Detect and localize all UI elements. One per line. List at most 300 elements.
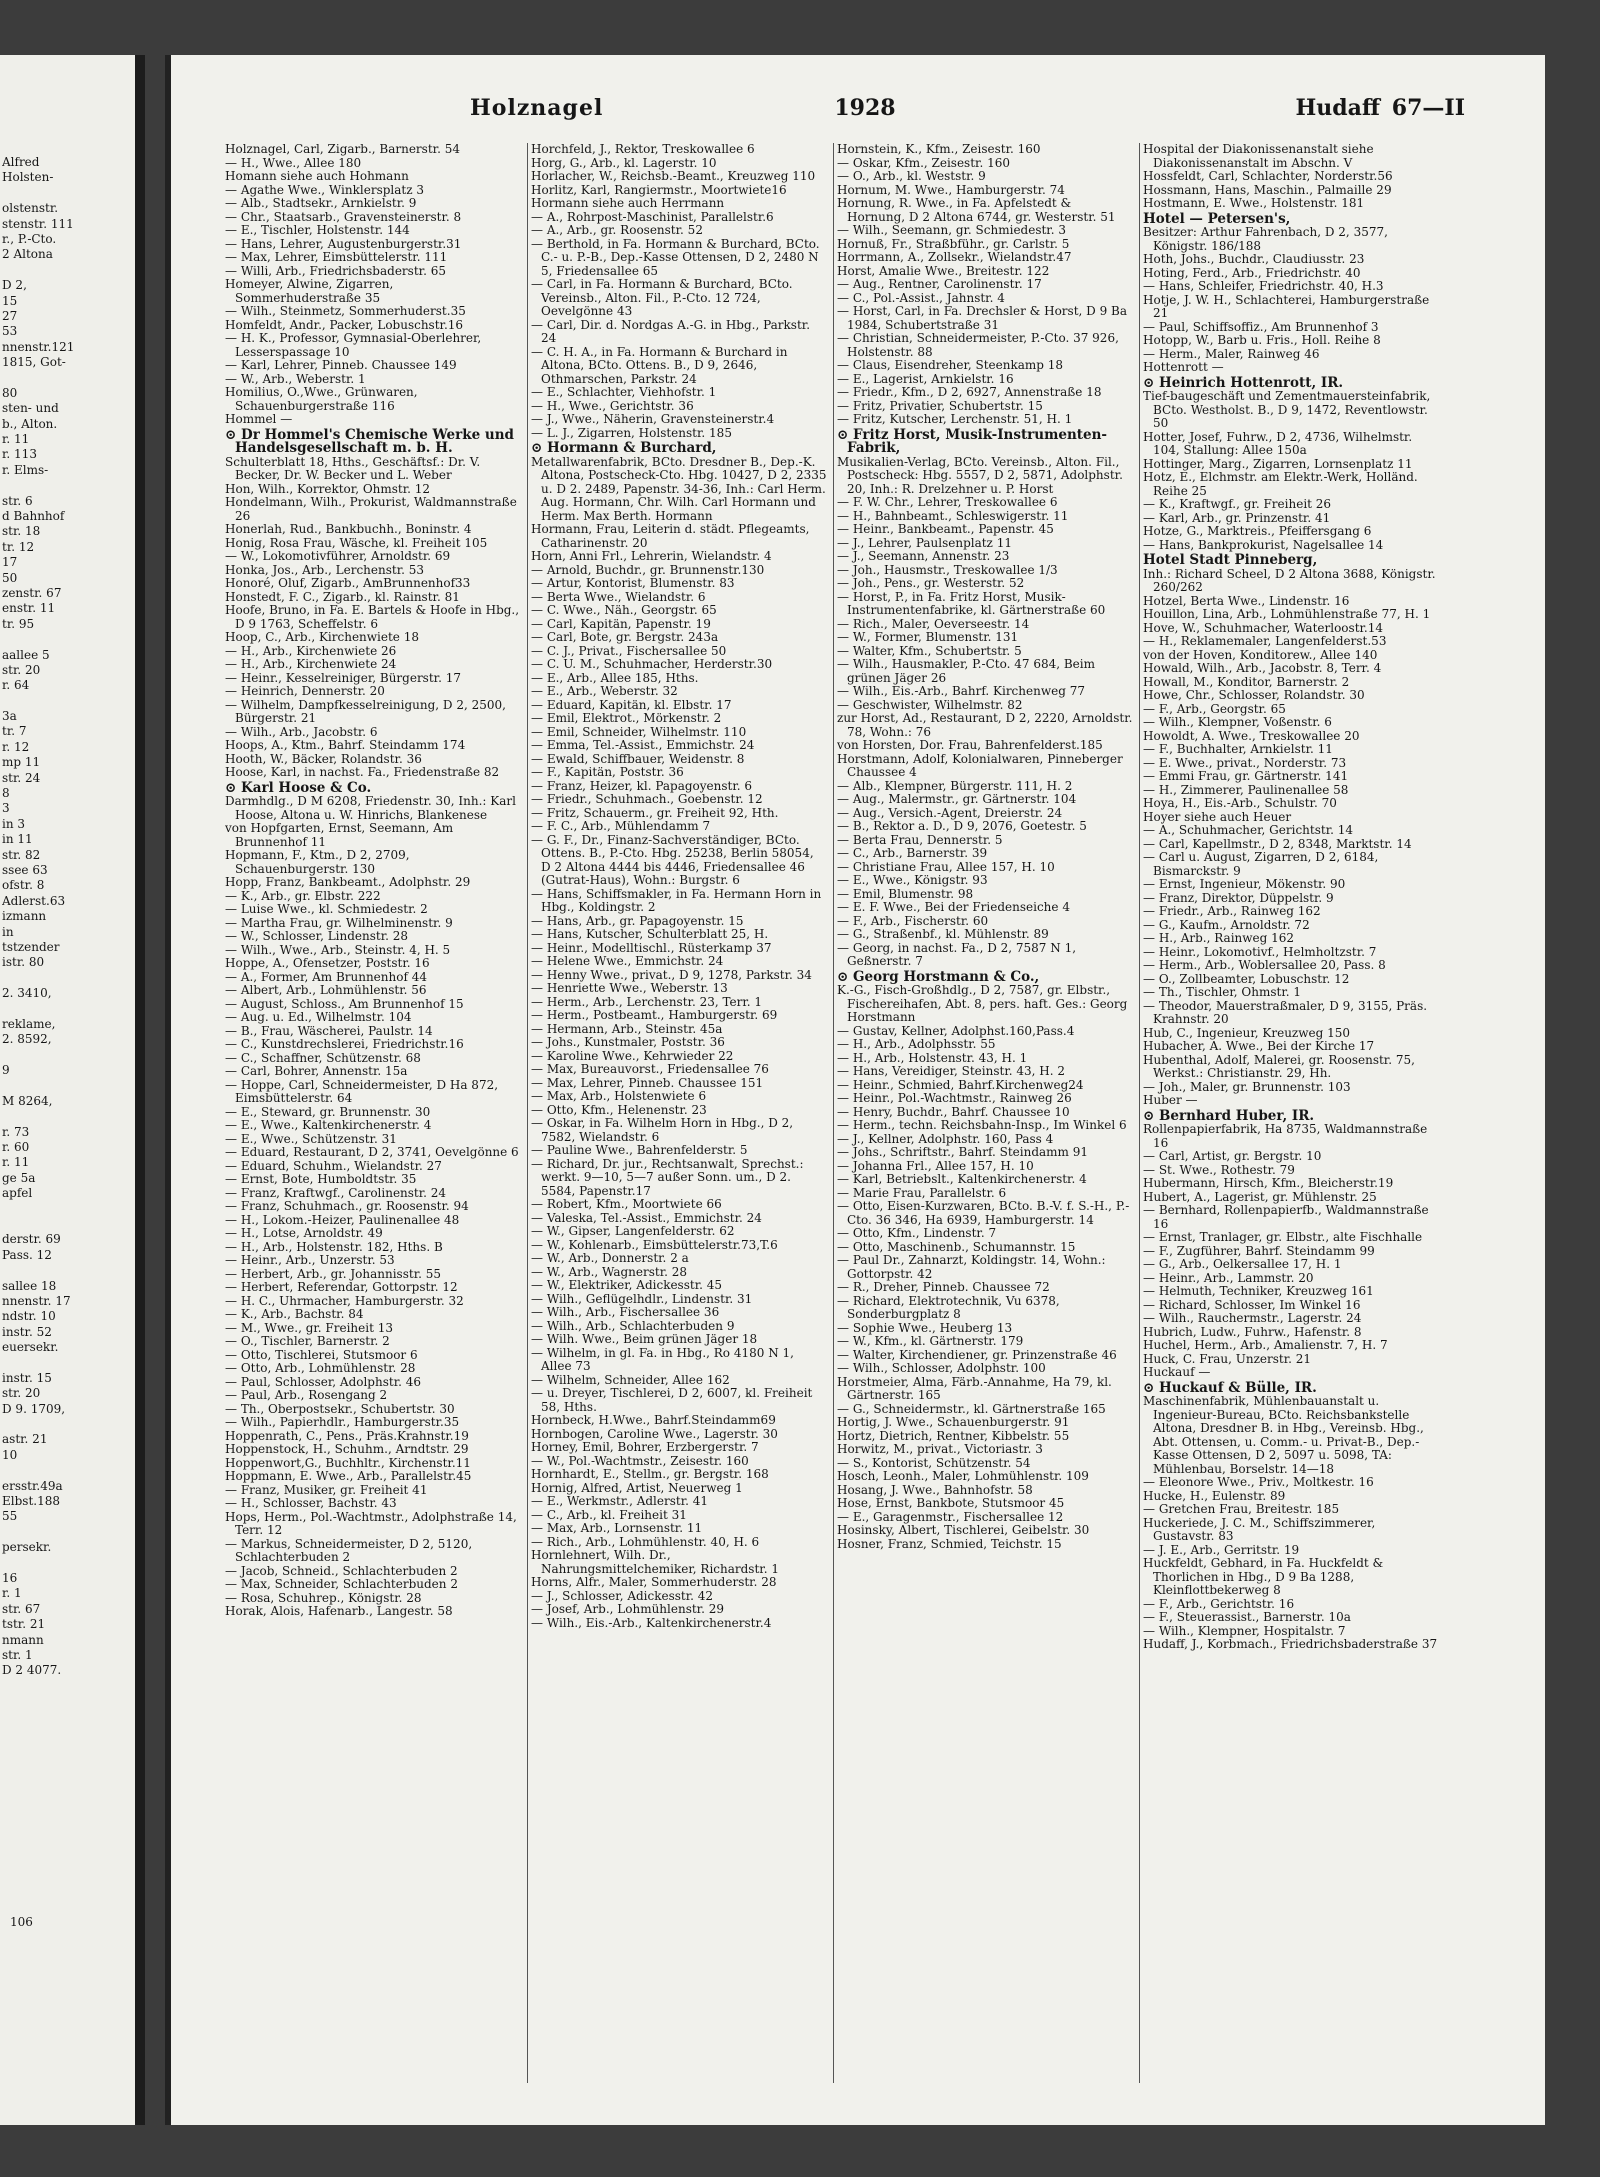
directory-entry: Hoth, Johs., Buchdr., Claudiusstr. 23: [1143, 252, 1365, 266]
facing-page-line: nnenstr. 17: [2, 1293, 71, 1308]
directory-entry: — C. Wwe., Näh., Georgstr. 65: [531, 603, 717, 617]
directory-entry: — Heinrich, Dennerstr. 20: [225, 684, 385, 698]
facing-page-line: nmann: [2, 1632, 44, 1647]
facing-page-line: Elbst.188: [2, 1493, 60, 1508]
firm-entry: ⊙ Bernhard Huber, IR.: [1143, 1107, 1315, 1124]
header-page-number: 67—II: [1391, 95, 1465, 121]
facing-page-line: nnenstr.121: [2, 339, 75, 354]
directory-entry: von Horsten, Dor. Frau, Bahrenfelderst.185: [837, 738, 1103, 752]
directory-entry: — J. E., Arb., Gerritstr. 19: [1143, 1542, 1300, 1557]
directory-entry: — Chr., Staatsarb., Gravensteinerstr. 8: [225, 209, 462, 224]
directory-entry: — Eduard, Kapitän, kl. Elbstr. 17: [531, 697, 732, 712]
directory-entry: — Th., Oberpostsekr., Schubertstr. 30: [225, 1401, 455, 1416]
directory-entry: — H., Arb., Adolphsstr. 55: [837, 1037, 996, 1051]
directory-entry: — Henny Wwe., privat., D 9, 1278, Parkstr. 34: [531, 967, 812, 982]
directory-entry: — Friedr., Kfm., D 2, 6927, Annenstraße 18: [837, 385, 1102, 399]
directory-entry: — F., Arb., Gerichtstr. 16: [1143, 1596, 1295, 1611]
directory-entry: — St. Wwe., Rothestr. 79: [1143, 1162, 1295, 1177]
facing-page-line: tr. 95: [2, 616, 35, 631]
directory-entry: — Wilh., Geflügelhdlr., Lindenstr. 31: [531, 1291, 753, 1306]
directory-entry: Hornung, R. Wwe., in Fa. Apfelstedt & Hornung, D 2 Altona 6744, gr. Westerstr. 51: [837, 196, 1116, 224]
directory-entry: — Joh., Pens., gr. Westerstr. 52: [837, 576, 1025, 590]
directory-entry: — E., Garagenmstr., Fischersallee 12: [837, 1509, 1064, 1524]
directory-entry: Hottenrott —: [1143, 360, 1224, 374]
facing-page-line: 2. 3410,: [2, 986, 52, 1001]
directory-entry: — Eduard, Restaurant, D 2, 3741, Oevelgönne 6: [225, 1145, 519, 1159]
directory-entry: Musikalien-Verlag, BCto. Vereinsb., Alton. Fil., Postscheck: Hbg. 5557, D 2, 5871, Adolphstr. 20, Inh.: R. Drelzehner u. P. Horst: [837, 454, 1123, 496]
directory-entry: — Karl, Betriebslt., Kaltenkirchenerstr. 4: [837, 1172, 1087, 1186]
directory-entry: — Fritz, Privatier, Schubertstr. 15: [837, 398, 1043, 413]
facing-page-line: izmann: [2, 909, 47, 924]
directory-entry: — Hans, Schleifer, Friedrichstr. 40, H.3: [1143, 279, 1384, 293]
directory-entry: — H. K., Professor, Gymnasial-Oberlehrer, Lesserspassage 10: [225, 331, 482, 359]
directory-entry: Hotze, G., Marktreis., Pfeiffersgang 6: [1143, 524, 1372, 538]
facing-page-line: derstr. 69: [2, 1232, 61, 1247]
facing-page-line: r. 60: [2, 1140, 30, 1154]
directory-entry: — G., Schneidermstr., kl. Gärtnerstraße 165: [837, 1401, 1106, 1416]
directory-entry: — Hans, Vereidiger, Steinstr. 43, H. 2: [837, 1064, 1066, 1078]
facing-page-line: r. 12: [2, 739, 30, 754]
facing-page-line: apfel: [2, 1186, 33, 1201]
directory-entry: — Herm., Arb., Lerchenstr. 23, Terr. 1: [531, 994, 763, 1009]
directory-entry: — Heinr., Kesselreiniger, Bürgerstr. 17: [225, 670, 461, 685]
directory-entry: — O., Arb., kl. Weststr. 9: [837, 169, 986, 183]
directory-entry: Hove, W., Schuhmacher, Waterloostr.14: [1143, 620, 1384, 635]
facing-page-line: 3: [2, 801, 10, 816]
directory-entry: Hops, Herm., Pol.-Wachtmstr., Adolphstraße 14, Terr. 12: [225, 1509, 517, 1537]
directory-entry: — Wilh. Wwe., Beim grünen Jäger 18: [531, 1332, 758, 1346]
directory-entry: — Henriette Wwe., Weberstr. 13: [531, 981, 728, 995]
facing-page-line: [2, 370, 137, 385]
directory-entry: — Emil, Elektrot., Mörkenstr. 2: [531, 711, 722, 725]
directory-entry: Hubermann, Hirsch, Kfm., Bleicherstr.19: [1143, 1176, 1394, 1190]
directory-entry: — Hermann, Arb., Steinstr. 45a: [531, 1021, 723, 1036]
facing-page-line: [2, 1463, 137, 1478]
facing-page-line: str. 18: [2, 524, 41, 539]
facing-page-line: D 9. 1709,: [2, 1401, 66, 1416]
directory-entry: — Fritz, Schauerm., gr. Freiheit 92, Hth.: [531, 805, 779, 820]
facing-page-line: r. 64: [2, 678, 30, 693]
directory-entry: — Helmuth, Techniker, Kreuzweg 161: [1143, 1284, 1374, 1298]
directory-entry: — Otto, Kfm., Lindenstr. 7: [837, 1226, 997, 1240]
directory-entry: Hornbogen, Caroline Wwe., Lagerstr. 30: [531, 1426, 778, 1441]
facing-page-line: ofstr. 8: [2, 878, 45, 893]
facing-page-line: [2, 1556, 137, 1571]
directory-entry: — C., Schaffner, Schützenstr. 68: [225, 1050, 421, 1065]
directory-entry: Hosang, J. Wwe., Bahnhofstr. 58: [837, 1482, 1033, 1497]
facing-page-line: b., Alton.: [2, 416, 58, 431]
facing-page-line: instr. 15: [2, 1370, 52, 1385]
directory-entry: Hoops, A., Ktm., Bahrf. Steindamm 174: [225, 738, 466, 752]
directory-entry: — H., Lokom.-Heizer, Paulinenallee 48: [225, 1212, 460, 1227]
directory-entry: — Geschwister, Wilhelmstr. 82: [837, 697, 1023, 712]
firm-entry: ⊙ Huckauf & Bülle, IR.: [1143, 1379, 1317, 1396]
directory-entry: — W., Former, Blumenstr. 131: [837, 630, 1019, 644]
facing-page-line: 9: [2, 1063, 10, 1078]
directory-entry: — Paul, Arb., Rosengang 2: [225, 1388, 388, 1402]
directory-entry: Hoppenwort,G., Buchhltr., Kirchenstr.11: [225, 1455, 471, 1470]
directory-entry: — Johs., Schriftstr., Bahrf. Steindamm 91: [837, 1145, 1088, 1159]
facing-page-line: [2, 1109, 137, 1124]
facing-page-line: [2, 263, 137, 278]
directory-entry: — S., Kontorist, Schützenstr. 54: [837, 1455, 1031, 1470]
directory-entry: — Agathe Wwe., Winklersplatz 3: [225, 182, 424, 197]
directory-entry: — Richard, Elektrotechnik, Vu 6378, Sonderburgplatz 8: [837, 1293, 1060, 1321]
directory-entry: — Emmi Frau, gr. Gärtnerstr. 141: [1143, 769, 1349, 783]
directory-entry: — Otto, Tischlerei, Stutsmoor 6: [225, 1347, 418, 1362]
directory-entry: — Luise Wwe., kl. Schmiedestr. 2: [225, 902, 428, 916]
facing-page-line: mp 11: [2, 755, 41, 770]
facing-page-line: 50: [2, 570, 18, 585]
directory-entry: Howe, Chr., Schlosser, Rolandstr. 30: [1143, 688, 1365, 702]
directory-entry: Horstmeier, Alma, Färb.-Annahme, Ha 79, kl. Gärtnerstr. 165: [837, 1374, 1112, 1402]
facing-page-line: [2, 971, 137, 986]
directory-entry: — W., Arb., Wagnerstr. 28: [531, 1264, 688, 1279]
directory-entry: Hormann siehe auch Herrmann: [531, 196, 725, 210]
directory-entry: Horst, Amalie Wwe., Breitestr. 122: [837, 263, 1050, 278]
directory-entry: — Horst, Carl, in Fa. Drechsler & Horst, D 9 Ba 1984, Schubertstraße 31: [837, 304, 1128, 332]
directory-entry: — Franz, Direktor, Düppelstr. 9: [1143, 890, 1334, 905]
directory-entry: Hosch, Leonh., Maler, Lohmühlenstr. 109: [837, 1469, 1089, 1483]
facing-page-line: 3a: [2, 709, 17, 724]
facing-page-line: r. 11: [2, 1155, 30, 1170]
directory-entry: — J., Schlosser, Adickesstr. 42: [531, 1588, 714, 1603]
directory-entry: — E., Steward, gr. Brunnenstr. 30: [225, 1104, 431, 1119]
directory-entry: — W., Arb., Weberstr. 1: [225, 371, 366, 386]
directory-entry: — Heinr., Schmied, Bahrf.Kirchenweg24: [837, 1077, 1084, 1092]
directory-entry: — Wilhelm, in gl. Fa. in Hbg., Ro 4180 N 1, Allee 73: [531, 1345, 794, 1373]
directory-entry: — E., Wwe., Kaltenkirchenerstr. 4: [225, 1118, 432, 1132]
directory-entry: — Hoppe, Carl, Schneidermeister, D Ha 872, Eimsbüttelerstr. 64: [225, 1077, 499, 1105]
directory-entry: Hotje, J. W. H., Schlachterei, Hamburgerstraße 21: [1143, 292, 1430, 320]
directory-entry: — Otto, Kfm., Helenenstr. 23: [531, 1102, 707, 1117]
directory-entry: — Paul Dr., Zahnarzt, Koldingstr. 14, Wohn.: Gottorpstr. 42: [837, 1253, 1106, 1281]
directory-entry: — C. J., Privat., Fischersallee 50: [531, 643, 727, 658]
directory-entry: — Herbert, Referendar, Gottorpstr. 12: [225, 1280, 458, 1294]
directory-entry: — Wilh., Hausmakler, P.-Cto. 47 684, Beim grünen Jäger 26: [837, 657, 1095, 685]
directory-entry: — H., Arb., Holstenstr. 182, Hths. B: [225, 1239, 443, 1254]
directory-entry: — Herm., Arb., Woblersallee 20, Pass. 8: [1143, 958, 1386, 972]
facing-page-line: 80: [2, 385, 18, 400]
facing-page-line: 53: [2, 324, 18, 339]
facing-page-line: 55: [2, 1509, 18, 1524]
directory-entry: — Aug., Rentner, Carolinenstr. 17: [837, 277, 1042, 291]
facing-page-line: tstr. 21: [2, 1617, 46, 1632]
directory-entry: — Joh., Hausmstr., Treskowallee 1/3: [837, 562, 1058, 577]
directory-entry: — Max, Lehrer, Eimsbüttelerstr. 111: [225, 250, 448, 264]
directory-entry: — G., Arb., Oelkersallee 17, H. 1: [1143, 1257, 1342, 1271]
directory-entry: — F., Steuerassist., Barnerstr. 10a: [1143, 1610, 1351, 1624]
directory-entry: Holznagel, Carl, Zigarb., Barnerstr. 54: [225, 143, 460, 156]
directory-entry: Hucke, H., Eulenstr. 89: [1143, 1488, 1286, 1503]
column-2: [531, 143, 827, 2093]
directory-entry: — Karl, Arb., gr. Prinzenstr. 41: [1143, 510, 1331, 525]
directory-entry: — Ewald, Schiffbauer, Weidenstr. 8: [531, 751, 745, 766]
directory-entry: — Eduard, Schuhm., Wielandstr. 27: [225, 1158, 442, 1173]
directory-entry: — Wilh., Arb., Fischersallee 36: [531, 1305, 720, 1319]
directory-entry: Hossmann, Hans, Maschin., Palmaille 29: [1143, 182, 1392, 197]
directory-entry: — Arnold, Buchdr., gr. Brunnenstr.130: [531, 562, 765, 577]
directory-entry: — Hans, Arb., gr. Papagoyenstr. 15: [531, 913, 744, 928]
directory-entry: — H., Zimmerer, Paulinenallee 58: [1143, 782, 1349, 797]
directory-entry: — Joh., Maler, gr. Brunnenstr. 103: [1143, 1079, 1351, 1094]
directory-entry: — Markus, Schneidermeister, D 2, 5120, Schlachterbuden 2: [225, 1536, 473, 1564]
facing-page-line: ersstr.49a: [2, 1478, 63, 1493]
directory-entry: — Friedr., Arb., Rainweg 162: [1143, 904, 1321, 918]
directory-entry: Hornum, M. Wwe., Hamburgerstr. 74: [837, 182, 1065, 197]
directory-entry: Horg, G., Arb., kl. Lagerstr. 10: [531, 155, 717, 170]
directory-entry: — Jacob, Schneid., Schlachterbuden 2: [225, 1563, 458, 1578]
directory-entry: — Paul, Schiffsoffiz., Am Brunnenhof 3: [1143, 319, 1379, 334]
directory-entry: Homann siehe auch Hohmann: [225, 169, 409, 183]
directory-entry: Horlitz, Karl, Rangiermstr., Moortwiete16: [531, 182, 787, 197]
directory-entry: — G., Kaufm., Arnoldstr. 72: [1143, 917, 1310, 932]
directory-entry: Besitzer: Arthur Fahrenbach, D 2, 3577, Königstr. 186/188: [1143, 225, 1388, 253]
directory-entry: — G., Straßenbf., kl. Mühlenstr. 89: [837, 927, 1049, 941]
directory-entry: — Emil, Blumenstr. 98: [837, 886, 974, 901]
firm-entry: ⊙ Fritz Horst, Musik-Instrumenten-Fabrik,: [837, 426, 1108, 456]
directory-entry: — Alb., Klempner, Bürgerstr. 111, H. 2: [837, 778, 1073, 793]
directory-entry: Howald, Wilh., Arb., Jacobstr. 8, Terr. 4: [1143, 661, 1382, 675]
directory-entry: — Heinr., Arb., Lammstr. 20: [1143, 1270, 1314, 1285]
facing-page-line: r., P.-Cto.: [2, 231, 57, 246]
directory-entry: Hubert, A., Lagerist, gr. Mühlenstr. 25: [1143, 1189, 1377, 1204]
header-last-entry: Hudaff: [1295, 95, 1380, 121]
directory-entry: Hoppmann, E. Wwe., Arb., Parallelstr.45: [225, 1469, 472, 1483]
facing-page-line: persekr.: [2, 1540, 52, 1555]
facing-page-line: ge 5a: [2, 1170, 36, 1185]
facing-page-line: enstr. 11: [2, 601, 56, 616]
facing-page-line: 1815, Got-: [2, 355, 66, 370]
facing-page-line: sten- und: [2, 401, 59, 416]
directory-entry: K.-G., Fisch-Großhdlg., D 2, 7587, gr. Elbstr., Fischereihafen, Abt. 8, pers. haft. Ges.: Georg Horstmann: [837, 983, 1128, 1024]
directory-entry: — Herm., Maler, Rainweg 46: [1143, 346, 1320, 361]
directory-entry: — H., Lotse, Arnoldstr. 49: [225, 1226, 383, 1240]
directory-entry: — Sophie Wwe., Heuberg 13: [837, 1320, 1013, 1335]
directory-entry: — Oskar, Kfm., Zeisestr. 160: [837, 155, 1010, 170]
directory-entry: — Berta Frau, Dennerstr. 5: [837, 832, 1003, 847]
facing-page-line: 2 Altona: [2, 247, 53, 262]
facing-page-line: [2, 186, 137, 201]
directory-entry: — Wilh., Rauchermstr., Lagerstr. 24: [1143, 1311, 1362, 1325]
directory-entry: — Otto, Maschinenb., Schumannstr. 15: [837, 1239, 1076, 1254]
facing-page-line: Adlerst.63: [2, 893, 66, 908]
directory-entry: Hortz, Dietrich, Rentner, Kibbelstr. 55: [837, 1428, 1070, 1443]
directory-entry: — Max, Lehrer, Pinneb. Chaussee 151: [531, 1075, 764, 1090]
column-3: [837, 143, 1133, 2093]
facing-page-line: r. 11: [2, 432, 30, 447]
directory-entry: — Wilh., Schlosser, Adolphstr. 100: [837, 1361, 1046, 1375]
directory-entry: — Eleonore Wwe., Priv., Moltkestr. 16: [1143, 1475, 1374, 1489]
directory-entry: Hornhardt, E., Stellm., gr. Bergstr. 168: [531, 1467, 769, 1481]
directory-entry: — H., Arb., Holstenstr. 43, H. 1: [837, 1050, 1028, 1065]
directory-entry: — W., Elektriker, Adickesstr. 45: [531, 1278, 723, 1292]
directory-entry: — G. F., Dr., Finanz-Sachverständiger, BCto. Ottens. B., P.-Cto. Hbg. 25238, Berlin 58054, D 2 Altona 4444 bis 4446, Friedensallee 46 (Gutrat-Haus), Wohn.: Burgstr. 6: [531, 832, 814, 887]
directory-entry: — C. U. M., Schuhmacher, Herderstr.30: [531, 657, 773, 671]
directory-entry: — Carl, Bote, gr. Bergstr. 243a: [531, 630, 719, 644]
directory-entry: — Wilh., Seemann, gr. Schmiedestr. 3: [837, 223, 1066, 237]
directory-entry: Howoldt, A. Wwe., Treskowallee 20: [1143, 728, 1360, 743]
directory-entry: — Valeska, Tel.-Assist., Emmichstr. 24: [531, 1210, 762, 1225]
directory-entry: — Heinr., Arb., Unzerstr. 53: [225, 1253, 395, 1267]
directory-entry: Hubenthal, Adolf, Malerei, gr. Roosenstr. 75, Werkst.: Christianstr. 29, Hh.: [1143, 1052, 1415, 1080]
directory-entry: — August, Schloss., Am Brunnenhof 15: [225, 996, 464, 1011]
facing-page-line: str. 20: [2, 662, 41, 677]
facing-page-line: r. 1: [2, 1586, 22, 1601]
directory-entry: — E. Wwe., privat., Norderstr. 73: [1143, 755, 1347, 770]
firm-entry: ⊙ Dr Hommel's Chemische Werke und Handelsgesellschaft m. b. H.: [225, 426, 514, 456]
facing-page-line: astr. 21: [2, 1432, 48, 1447]
header-first-entry: Holznagel: [470, 95, 604, 121]
directory-entry: — Richard, Schlosser, Im Winkel 16: [1143, 1297, 1361, 1312]
directory-entry: — H., Arb., Kirchenwiete 24: [225, 657, 397, 671]
directory-entry: Hub, C., Ingenieur, Kreuzweg 150: [1143, 1025, 1351, 1040]
directory-entry: — Franz, Kraftwgf., Carolinenstr. 24: [225, 1185, 447, 1200]
directory-entry: Hosinsky, Albert, Tischlerei, Geibelstr. 30: [837, 1523, 1090, 1537]
directory-page: [165, 55, 1545, 2125]
directory-entry: — Heinr., Bankbeamt., Papenstr. 45: [837, 522, 1054, 536]
directory-entry: — J., Kellner, Adolphstr. 160, Pass 4: [837, 1131, 1054, 1146]
directory-entry: — Alb., Stadtsekr., Arnkielstr. 9: [225, 196, 417, 210]
facing-page-line: istr. 80: [2, 955, 45, 970]
directory-entry: Hottinger, Marg., Zigarren, Lornsenplatz 11: [1143, 456, 1413, 471]
directory-entry: — E., Schlachter, Viehhofstr. 1: [531, 385, 717, 399]
directory-entry: von Hopfgarten, Ernst, Seemann, Am Brunnenhof 11: [225, 821, 454, 849]
directory-entry: — Aug. u. Ed., Wilhelmstr. 104: [225, 1010, 412, 1024]
directory-entry: Inh.: Richard Scheel, D 2 Altona 3688, Königstr. 260/262: [1143, 566, 1436, 594]
facing-page-line: tr. 7: [2, 724, 27, 739]
facing-page-line: [2, 632, 137, 647]
directory-entry: Hostmann, E. Wwe., Holstenstr. 181: [1143, 196, 1365, 210]
facing-page-line: Pass. 12: [2, 1247, 52, 1262]
directory-entry: — Max, Arb., Lornsenstr. 11: [531, 1521, 703, 1535]
directory-entry: — Fritz, Kutscher, Lerchenstr. 51, H. 1: [837, 412, 1073, 426]
facing-page-line: reklame,: [2, 1016, 56, 1031]
directory-entry: — Georg, in nachst. Fa., D 2, 7587 N 1, Geßnerstr. 7: [837, 940, 1077, 968]
facing-page-line: instr. 52: [2, 1324, 52, 1339]
page-edge: [165, 55, 171, 2125]
facing-page-line: r. Elms-: [2, 462, 49, 477]
facing-page-line: [2, 1078, 137, 1093]
directory-entry: — Th., Tischler, Ohmstr. 1: [1143, 985, 1302, 999]
directory-entry: Hudaff, J., Korbmach., Friedrichsbaderstraße 37: [1143, 1637, 1438, 1651]
directory-entry: — Carl, Kapitän, Papenstr. 19: [531, 616, 711, 631]
directory-entry: — W., Pol.-Wachtmstr., Zeisestr. 160: [531, 1453, 749, 1468]
facing-page-line: str. 67: [2, 1601, 41, 1616]
facing-page-line: D 2 4077.: [2, 1663, 62, 1678]
directory-entry: — J., Wwe., Näherin, Gravensteinerstr.4: [531, 412, 775, 426]
directory-entry: — W., Lokomotivführer, Arnoldstr. 69: [225, 549, 451, 563]
directory-entry: — Berta Wwe., Wielandstr. 6: [531, 589, 706, 604]
directory-entry: — R., Dreher, Pinneb. Chaussee 72: [837, 1280, 1050, 1294]
directory-entry: Hoppe, A., Ofensetzer, Poststr. 16: [225, 956, 430, 970]
directory-entry: — E., Wwe., Königstr. 93: [837, 873, 988, 887]
facing-page-line: 2. 8592,: [2, 1032, 52, 1047]
directory-entry: — Franz, Heizer, kl. Papagoyenstr. 6: [531, 778, 753, 793]
facing-page-line: [2, 694, 137, 709]
directory-entry: — E., Tischler, Holstenstr. 144: [225, 223, 410, 237]
directory-entry: Huck, C. Frau, Unzerstr. 21: [1143, 1351, 1312, 1366]
directory-entry: Hortig, J. Wwe., Schauenburgerstr. 91: [837, 1415, 1070, 1429]
directory-entry: — H., Schlosser, Bachstr. 43: [225, 1496, 397, 1510]
directory-entry: Hornstein, K., Kfm., Zeisestr. 160: [837, 143, 1041, 156]
directory-entry: Hoose, Karl, in nachst. Fa., Friedenstraße 82: [225, 765, 500, 779]
facing-page-line: [2, 1001, 137, 1016]
directory-entry: — C., Kunstdrechslerei, Friedrichstr.16: [225, 1037, 464, 1051]
directory-entry: — H., Wwe., Gerichtstr. 36: [531, 398, 694, 413]
directory-entry: — Wilh., Wwe., Arb., Steinstr. 4, H. 5: [225, 942, 451, 957]
directory-entry: — Ernst, Tranlager, gr. Elbstr., alte Fischhalle: [1143, 1230, 1423, 1244]
facing-page-line: in 11: [2, 832, 33, 847]
directory-entry: Huchel, Herm., Arb., Amalienstr. 7, H. 7: [1143, 1338, 1388, 1352]
directory-entry: Hossfeldt, Carl, Schlachter, Norderstr.56: [1143, 169, 1393, 183]
directory-entry: — Heinr., Pol.-Wachtmstr., Rainweg 26: [837, 1091, 1072, 1105]
directory-entry: — Wilh., Papierhdlr., Hamburgerstr.35: [225, 1415, 460, 1429]
directory-entry: Hondelmann, Wilh., Prokurist, Waldmannstraße 26: [225, 495, 517, 523]
facing-page-line: [2, 1417, 137, 1432]
directory-entry: — Emil, Schneider, Wilhelmstr. 110: [531, 724, 747, 739]
firm-entry: Hotel Stadt Pinneberg,: [1143, 552, 1318, 568]
facing-page-line: str. 82: [2, 847, 41, 862]
directory-entry: — C., Arb., Barnerstr. 39: [837, 846, 988, 860]
directory-entry: — Gretchen Frau, Breitestr. 185: [1143, 1502, 1340, 1516]
facing-page-line: olstenstr.: [2, 201, 59, 216]
directory-entry: — Wilhelm, Dampfkesselreinigung, D 2, 2500, Bürgerstr. 21: [225, 697, 506, 725]
directory-entry: — Heinr., Lokomotivf., Helmholtzstr. 7: [1143, 944, 1377, 959]
directory-entry: — A., Former, Am Brunnenhof 44: [225, 969, 427, 984]
directory-entry: — C., Arb., kl. Freiheit 31: [531, 1507, 687, 1522]
directory-entry: Hubacher, A. Wwe., Bei der Kirche 17: [1143, 1039, 1375, 1053]
directory-entry: Hopmann, F., Ktm., D 2, 2709, Schauenburgerstr. 130: [225, 848, 410, 876]
directory-entry: — H., Arb., Kirchenwiete 26: [225, 643, 397, 658]
directory-entry: Hormann, Frau, Leiterin d. städt. Pflegeamts, Catharinenstr. 20: [531, 522, 810, 550]
directory-entry: Horchfeld, J., Rektor, Treskowallee 6: [531, 143, 755, 156]
directory-entry: Howall, M., Konditor, Barnerstr. 2: [1143, 674, 1350, 689]
directory-entry: — H., Bahnbeamt., Schleswigerstr. 11: [837, 508, 1069, 523]
directory-entry: — F., Zugführer, Bahrf. Steindamm 99: [1143, 1243, 1375, 1258]
directory-entry: Huckeriede, J. C. M., Schiffszimmerer, Gustavstr. 83: [1143, 1515, 1376, 1543]
directory-entry: — H., Reklamemaler, Langenfelderst.53: [1143, 634, 1387, 648]
directory-entry: — Johanna Frl., Allee 157, H. 10: [837, 1158, 1034, 1173]
facing-page-line: 15: [2, 293, 18, 308]
directory-entry: — Wilh., Eis.-Arb., Kaltenkirchenerstr.4: [531, 1615, 772, 1630]
directory-entry: — W., Kohlenarb., Eimsbüttelerstr.73,T.6: [531, 1237, 778, 1252]
directory-entry: Honoré, Oluf, Zigarb., AmBrunnenhof33: [225, 576, 471, 590]
directory-entry: — E., Arb., Weberstr. 32: [531, 684, 678, 698]
facing-page-line: tr. 12: [2, 539, 35, 554]
directory-entry: — Wilh., Eis.-Arb., Bahrf. Kirchenweg 77: [837, 684, 1085, 698]
directory-entry: — Hans, Lehrer, Augustenburgerstr.31: [225, 236, 462, 251]
directory-entry: Hosner, Franz, Schmied, Teichstr. 15: [837, 1536, 1062, 1551]
facing-page-line: str. 24: [2, 770, 41, 785]
facing-page-number: 106: [10, 1915, 33, 1929]
directory-entry: — Wilh., Arb., Schlachterbuden 9: [531, 1318, 735, 1333]
directory-entry: Maschinenfabrik, Mühlenbauanstalt u. Ingenieur-Bureau, BCto. Reichsbankstelle Altona, Dresdner B. in Hbg., Vereinsb. Hbg., Abt. Ottensen, u. Comm.- u. Privat-B., Dep.-Kasse Ottensen, D 2, 5097 u. 5098, TA: Mühlenbau, Borselstr. 14—18: [1143, 1394, 1424, 1476]
directory-entry: Honig, Rosa Frau, Wäsche, kl. Freiheit 105: [225, 535, 488, 550]
column-divider: [527, 143, 528, 2083]
facing-page-line: ndstr. 10: [2, 1309, 56, 1324]
directory-entry: — E., Arb., Allee 185, Hths.: [531, 670, 699, 685]
directory-entry: — Rich., Arb., Lohmühlenstr. 40, H. 6: [531, 1534, 760, 1549]
directory-entry: — Walter, Kfm., Schubertstr. 5: [837, 643, 1022, 658]
directory-entry: — Herbert, Arb., gr. Johannisstr. 55: [225, 1266, 442, 1281]
directory-entry: — H., Wwe., Allee 180: [225, 155, 362, 170]
facing-page-line: tstzender: [2, 939, 60, 954]
directory-entry: — Horst, P., in Fa. Fritz Horst, Musik-Instrumentenfabrike, kl. Gärtnerstraße 60: [837, 589, 1106, 617]
directory-entry: — Otto, Arb., Lohmühlenstr. 28: [225, 1361, 416, 1375]
directory-entry: Hotz, E., Elchmstr. am Elektr.-Werk, Holländ. Reihe 25: [1143, 470, 1418, 498]
directory-entry: Homfeldt, Andr., Packer, Lobuschstr.16: [225, 317, 464, 332]
